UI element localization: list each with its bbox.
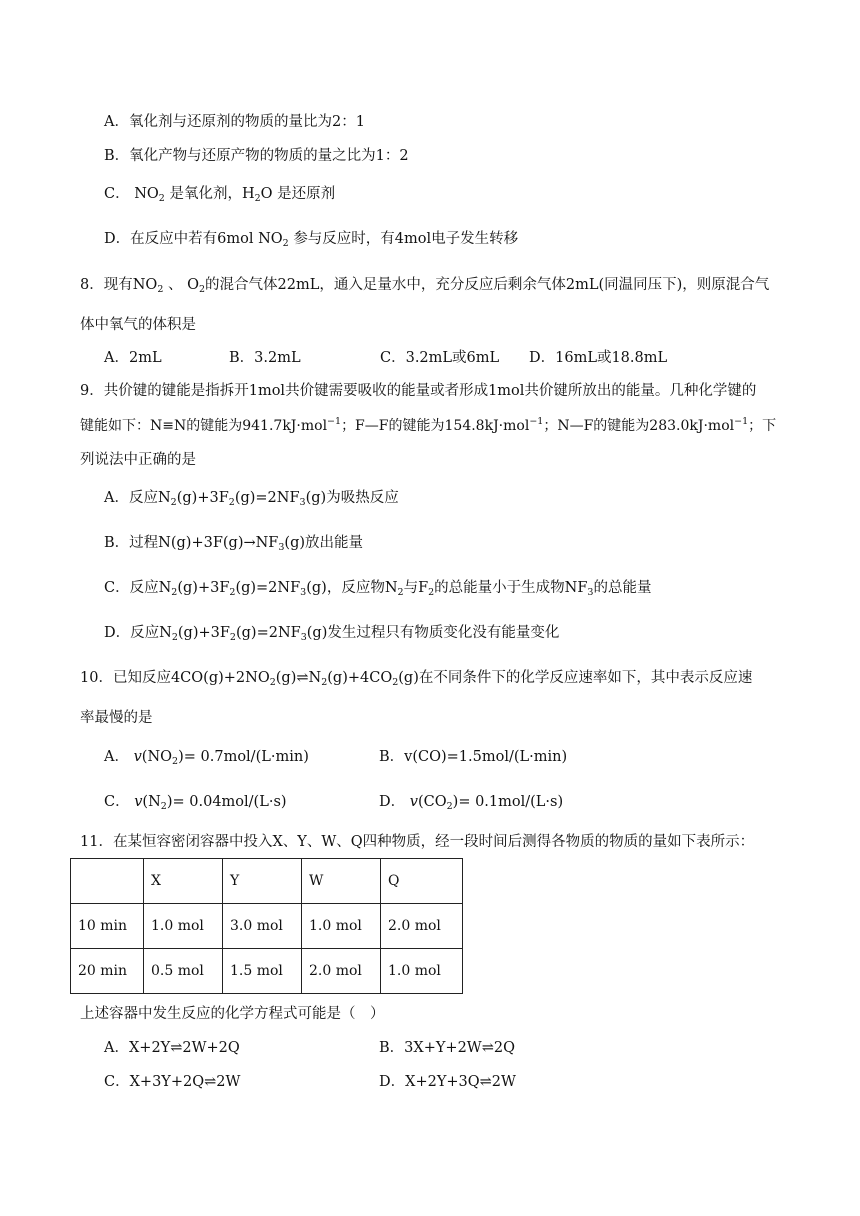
table-cell: X — [144, 859, 223, 904]
q9-option-b: B．过程$N(g)+3F(g)\to NF_3(g)$放出能量 — [104, 535, 364, 553]
table-cell — [71, 859, 144, 904]
q10-option-a: A． $v(NO_2)= 0.7mol/(L\cdot\min)$ — [104, 749, 309, 767]
table-cell: 1.5 mol — [223, 949, 302, 994]
q10-option-b: B．v(CO)=1.5mol/(L·min) — [379, 749, 568, 765]
q9-stem-line1: 9．共价键的键能是指拆开1mol共价键需要吸收的能量或者形成1mol共价键所放出的能量。几种化学键的 — [80, 383, 757, 399]
table-cell: 10 min — [71, 904, 144, 949]
table-cell: 0.5 mol — [144, 949, 223, 994]
q11-option-c: C．X+3Y+2Q⇌2W — [104, 1074, 241, 1090]
table-cell: 1.0 mol — [302, 904, 381, 949]
q11-option-a: A．X+2Y⇌2W+2Q — [104, 1040, 240, 1056]
table-row — [71, 904, 463, 949]
q8-option-a: A．2mL — [104, 350, 162, 366]
q8-option-c: C．3.2mL或6mL — [380, 350, 500, 366]
table-header-row — [71, 859, 463, 904]
q11-question: 上述容器中发生反应的化学方程式可能是（ ） — [80, 1006, 385, 1022]
q9-stem-line3: 列说法中正确的是 — [80, 452, 196, 468]
q11-stem: 11．在某恒容密闭容器中投入X、Y、W、Q四种物质，经一段时间后测得各物质的物质的量如下表所示： — [80, 834, 755, 850]
table-cell: 2.0 mol — [302, 949, 381, 994]
q7-option-b: B．氧化产物与还原产物的物质的量之比为1：2 — [104, 148, 409, 164]
q10-stem-line1: 10．已知反应$4CO(g)+2NO_2(g)\rightleftharpoons N_2(g)+4CO_2(g)$在不同条件下的化学反应速率如下，其中表示反应速 — [80, 670, 753, 688]
q9-option-a: A．反应$N_2(g)+3F_2(g)=2NF_3(g)$为吸热反应 — [104, 490, 399, 508]
table-cell: 3.0 mol — [223, 904, 302, 949]
q9-option-c: C．反应$N_2(g)+3F_2(g)=2NF_3(g)$，反应物$N_2$与$F_2$的总能量小于生成物$NF_3$的总能量 — [104, 580, 652, 598]
q11-data-table — [70, 858, 463, 994]
q8-stem-line2: 体中氧气的体积是 — [80, 317, 196, 333]
q10-option-d: D． $v(CO_2)= 0.1mol/(L\cdot s)$ — [379, 794, 564, 812]
table-row — [71, 949, 463, 994]
table-cell: Q — [381, 859, 463, 904]
q10-option-c: C． $v(N_2)= 0.04mol/(L\cdot s)$ — [104, 794, 287, 812]
q9-stem-line2: 键能如下：N≡N的键能为941.7kJ·mol$^{-1}$；F—F的键能为154.8kJ·mol$^{-1}$；N—F的键能为283.0kJ·mol$^{-1}$；下 — [80, 416, 777, 434]
table-cell: 20 min — [71, 949, 144, 994]
table-cell: 1.0 mol — [144, 904, 223, 949]
q10-stem-line2: 率最慢的是 — [80, 710, 153, 726]
q8-option-d: D．16mL或18.8mL — [529, 350, 668, 366]
q7-option-d: D．在反应中若有6mol $NO_2$ 参与反应时，有4mol电子发生转移 — [104, 231, 519, 249]
q9-option-d: D．反应$N_2(g)+3F_2(g)=2NF_3(g)$发生过程只有物质变化没有能量变化 — [104, 625, 560, 643]
q8-stem-line1: 8．现有$NO_2$ 、 $O_2$的混合气体22mL，通入足量水中，充分反应后剩余气体2mL(同温同压下)，则原混合气 — [80, 277, 770, 295]
table-cell: W — [302, 859, 381, 904]
table-cell: 2.0 mol — [381, 904, 463, 949]
q11-option-b: B．3X+Y+2W⇌2Q — [379, 1040, 515, 1056]
table-cell: Y — [223, 859, 302, 904]
q11-option-d: D．X+2Y+3Q⇌2W — [379, 1074, 516, 1090]
q7-option-a: A．氧化剂与还原剂的物质的量比为2：1 — [104, 114, 365, 130]
table-cell: 1.0 mol — [381, 949, 463, 994]
q8-option-b: B．3.2mL — [229, 350, 301, 366]
q7-option-c: C． $NO_2$ 是氧化剂，$H_2O$ 是还原剂 — [104, 186, 336, 204]
